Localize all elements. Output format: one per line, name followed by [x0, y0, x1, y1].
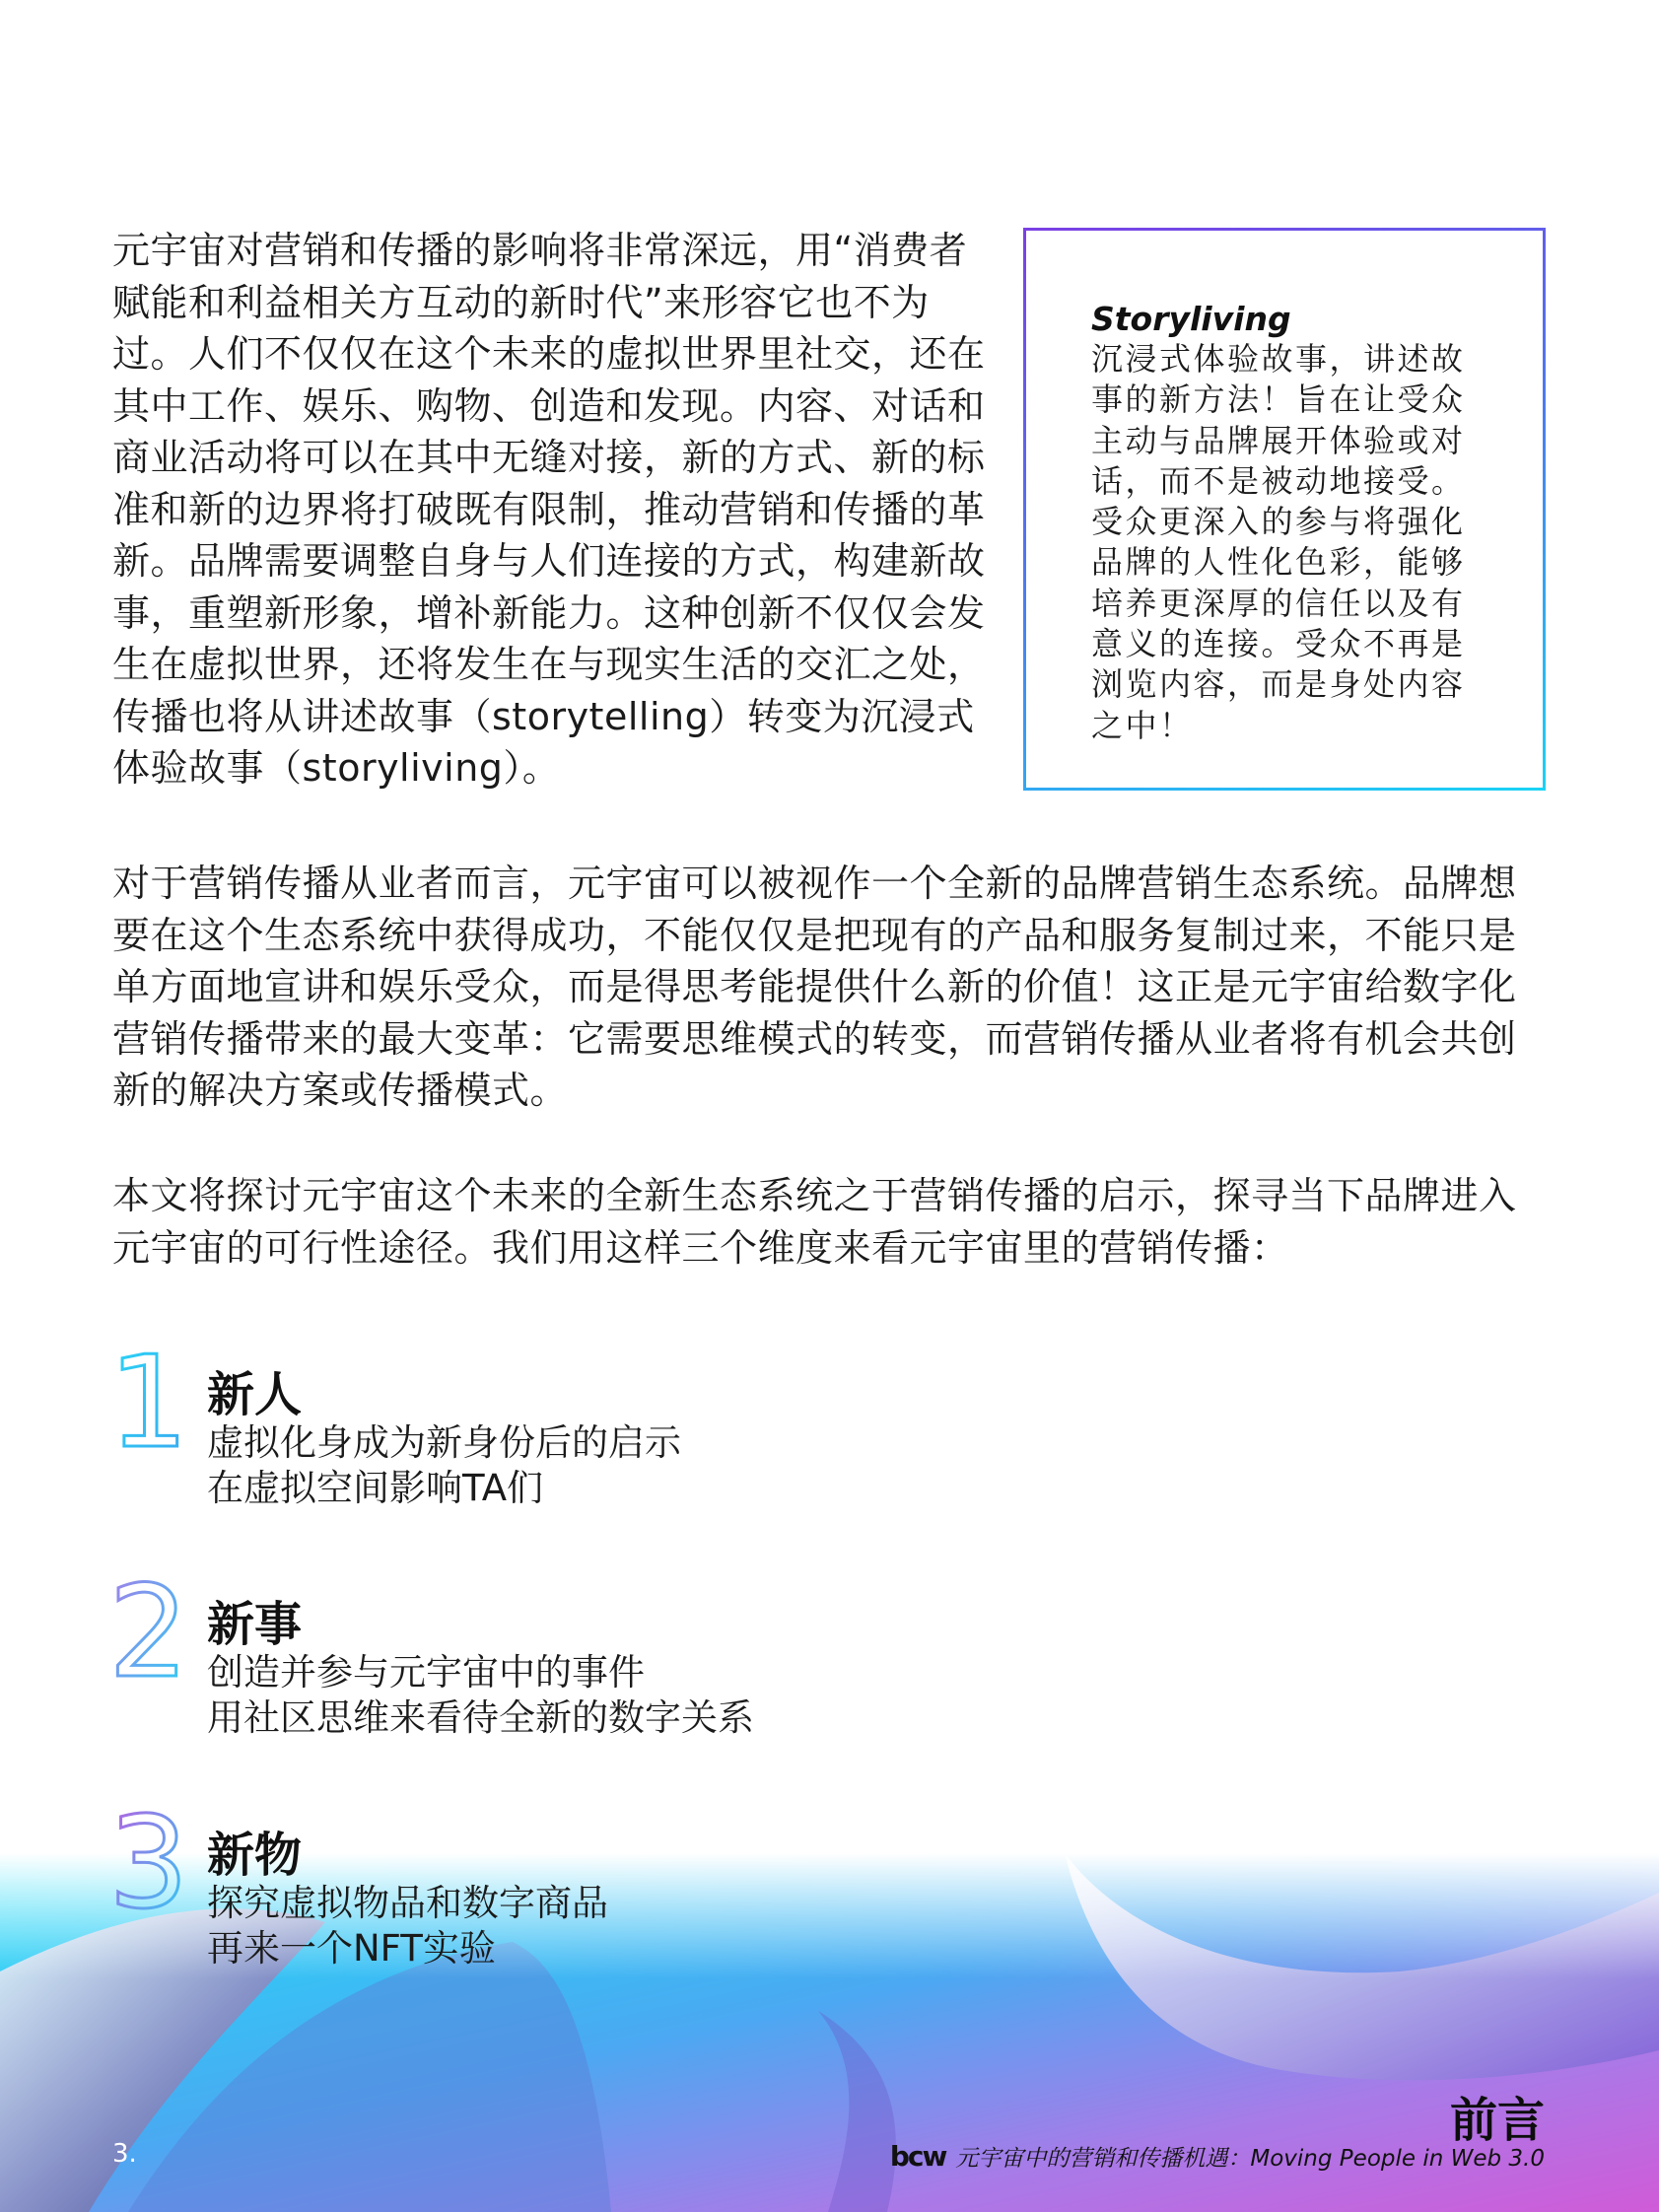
number-three-icon: [106, 1796, 195, 1924]
page-number: 3.: [112, 2139, 137, 2169]
callout-body: 沉浸式体验故事，讲述故事的新方法！旨在让受众主动与品牌展开体验或对话，而不是被动地接受。受众更深入的参与将强化品牌的人性化色彩，能够培养更深厚的信任以及有意义的连接。受众不再是浏览内容，而是身处内容之中！: [1091, 340, 1466, 744]
item-line-2: 在虚拟空间影响TA们: [207, 1467, 544, 1509]
practitioner-paragraph: 对于营销传播从业者而言，元宇宙可以被视作一个全新的品牌营销生态系统。品牌想要在这个生态系统中获得成功，不能仅仅是把现有的产品和服务复制过来，不能只是单方面地宣讲和娱乐受众，而是得思考能提供什么新的价值！这正是元宇宙给数字化营销传播带来的最大变革：它需要思维模式的转变，而营销传播从业者将有机会共创新的解决方案或传播模式。: [112, 862, 1517, 1112]
report-title: 元宇宙中的营销和传播机遇：Moving People in Web 3.0: [955, 2145, 1545, 2172]
item-line-1: 虚拟化身成为新身份后的启示: [207, 1421, 681, 1464]
item-line-2: 用社区思维来看待全新的数字关系: [207, 1696, 754, 1739]
item-heading: 新人: [207, 1367, 303, 1422]
number-three-text: 3: [108, 1796, 189, 1924]
number-two-icon: [106, 1565, 195, 1694]
item-line-1: 探究虚拟物品和数字商品: [207, 1882, 608, 1924]
storyliving-callout-box: [1023, 228, 1546, 791]
item-heading: 新事: [207, 1597, 303, 1652]
bcw-logo: bcw: [889, 2139, 946, 2173]
section-title: 前言: [1449, 2093, 1545, 2148]
dimensions-intro-paragraph: 本文将探讨元宇宙这个未来的全新生态系统之于营销传播的启示，探寻当下品牌进入元宇宙的可行性途径。我们用这样三个维度来看元宇宙里的营销传播：: [112, 1174, 1517, 1270]
item-line-1: 创造并参与元宇宙中的事件: [207, 1651, 645, 1694]
number-one-icon: [106, 1336, 195, 1464]
item-heading: 新物: [207, 1828, 303, 1883]
number-one-text: 1: [108, 1336, 189, 1464]
intro-paragraph: 元宇宙对营销和传播的影响将非常深远，用“消费者赋能和利益相关方互动的新时代”来形容它也不为过。人们不仅仅在这个未来的虚拟世界里社交，还在其中工作、娱乐、购物、创造和发现。内容、对话和商业活动将可以在其中无缝对接，新的方式、新的标准和新的边界将打破既有限制，推动营销和传播的革新。品牌需要调整自身与人们连接的方式，构建新故事，重塑新形象，增补新能力。这种创新不仅仅会发生在虚拟世界，还将发生在与现实生活的交汇之处，传播也将从讲述故事（storytelling）转变为沉浸式体验故事（storyliving）。: [112, 229, 986, 790]
callout-title: Storyliving: [1091, 300, 1291, 338]
footer-report-line: [890, 2139, 1545, 2173]
item-line-2: 再来一个NFT实验: [207, 1927, 496, 1970]
number-two-text: 2: [108, 1565, 189, 1694]
